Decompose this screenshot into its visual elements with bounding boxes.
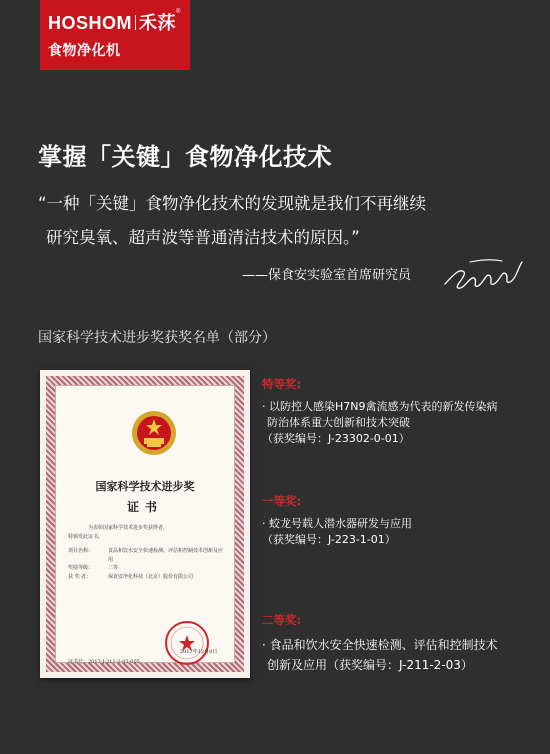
- award-certificate-image: [40, 370, 250, 678]
- certificate-title: 国家科学技术进步奖: [95, 480, 195, 493]
- certificate-number: 证书号：2017-J-211-2-03-005: [68, 659, 140, 665]
- certificate-subtitle: 证书: [126, 500, 163, 514]
- certificate-project-row: [68, 547, 226, 564]
- brand-logo-en: HOSHOM: [48, 13, 132, 33]
- official-seal-icon: [162, 618, 212, 668]
- quote-attribution: ——保食安实验室首席研究员: [242, 268, 412, 283]
- page-headline: 掌握「关键」食物净化技术: [38, 143, 332, 171]
- award-list-heading: 国家科学技术进步奖获奖名单（部分）: [38, 330, 276, 346]
- certificate-date: 2017年12月8日: [180, 649, 218, 655]
- award-item-line: · 以防控人感染H7N9禽流感为代表的新发传染病: [262, 400, 498, 413]
- national-emblem-icon: [129, 408, 179, 458]
- researcher-quote: [38, 187, 518, 255]
- project-value: 食品和饮水安全快速检测、评估和控制技术创新及应用: [108, 548, 224, 563]
- certificate-body: [68, 524, 226, 581]
- award-number: （获奖编号：J-223-1-01）: [262, 533, 396, 546]
- brand-tagline: 食物净化机: [48, 43, 121, 59]
- certificate-paper: [55, 385, 235, 663]
- signature-image: [440, 250, 530, 295]
- quote-line-1: “一种「关键」食物净化技术的发现就是我们不再继续: [38, 194, 427, 213]
- grade-label: 奖励等级：: [68, 565, 94, 571]
- award-item-line: 创新及应用（获奖编号：J-211-2-03）: [267, 658, 473, 672]
- award-number: （获奖编号：J-23302-0-01）: [262, 432, 410, 445]
- brand-logo-block: [40, 0, 190, 70]
- certificate-grade-row: [68, 564, 226, 573]
- brand-logo: [48, 9, 181, 35]
- grade-value: 二等: [108, 565, 119, 571]
- award-grade-label: 一等奖:: [262, 494, 302, 508]
- award-second-prize: [262, 612, 498, 675]
- winner-label: 获 奖 者：: [68, 573, 92, 580]
- award-special-prize: [262, 376, 498, 447]
- award-item-line: · 食品和饮水安全快速检测、评估和控制技术: [262, 638, 498, 652]
- award-item-line: 防治体系重大创新和技术突破: [267, 416, 410, 429]
- award-item-line: · 蛟龙号载人潜水器研发与应用: [262, 517, 412, 530]
- certificate-winner-row: [68, 573, 226, 582]
- certificate-intro-1: 为表彰国家科学技术进步奖获得者，: [88, 525, 169, 531]
- winner-value: 保食安净化科技（北京）股份有限公司: [108, 573, 194, 580]
- brand-logo-cn: 禾莯: [139, 13, 176, 33]
- certificate-intro-2: 特颁发此证书。: [68, 533, 104, 540]
- logo-separator: [135, 15, 136, 30]
- award-grade-label: 特等奖:: [262, 377, 302, 391]
- project-label: 项目名称：: [68, 548, 94, 554]
- registered-mark: ®: [176, 9, 181, 15]
- award-grade-label: 二等奖:: [262, 613, 302, 627]
- quote-line-2: 研究臭氧、超声波等普通清洁技术的原因。”: [46, 228, 360, 247]
- award-first-prize: [262, 493, 412, 548]
